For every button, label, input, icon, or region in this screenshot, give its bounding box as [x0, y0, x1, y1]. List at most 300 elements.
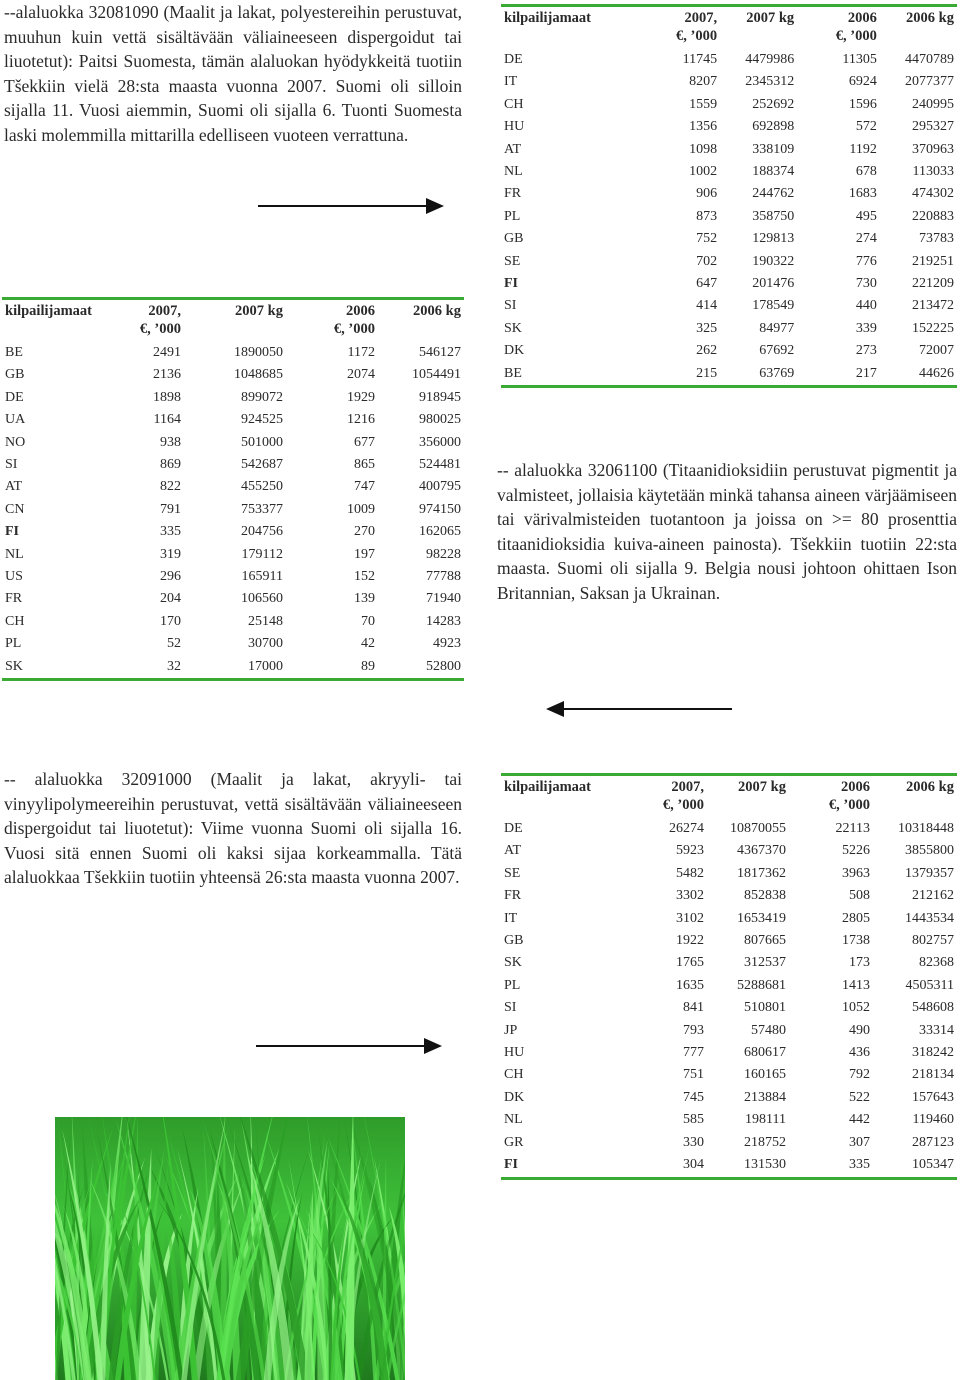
cell-2007-eur: 1559	[689, 96, 718, 112]
cell-2007-kg: 179112	[241, 546, 283, 562]
cell-country: NL	[504, 164, 523, 180]
cell-2006-eur: 865	[354, 457, 375, 473]
table-row	[2, 364, 464, 386]
cell-2006-kg: 221209	[912, 276, 954, 292]
cell-2007-kg: 244762	[752, 186, 795, 202]
table-row	[501, 318, 957, 340]
cell-2007-kg: 501000	[241, 434, 283, 450]
cell-country: SI	[5, 457, 18, 473]
cell-2006-eur: 508	[849, 888, 870, 904]
table-row	[501, 49, 957, 71]
table-row	[501, 952, 957, 974]
cell-2006-kg: 14283	[426, 613, 461, 629]
cell-2006-eur: 89	[361, 658, 375, 674]
header-competitors: kilpailijamaat	[504, 779, 592, 795]
table-row	[501, 863, 957, 885]
cell-country: CH	[504, 96, 524, 112]
cell-2006-kg: 162065	[419, 524, 461, 540]
cell-2006-eur: 2074	[347, 367, 375, 383]
table-header-row	[2, 299, 464, 343]
cell-2007-kg: 25148	[248, 613, 283, 629]
cell-2007-eur: 319	[160, 546, 181, 562]
cell-2006-eur: 273	[855, 343, 877, 359]
cell-2006-eur: 1929	[347, 389, 375, 405]
cell-2007-eur: 751	[683, 1067, 704, 1083]
table-row	[501, 1020, 957, 1042]
cell-2006-kg: 213472	[912, 298, 954, 314]
table-row	[501, 206, 957, 228]
cell-2007-kg: 63769	[759, 365, 795, 381]
header-2007-eur: 2007, €, ’000	[675, 10, 718, 44]
competitor-table-32091000	[501, 773, 957, 1180]
cell-country: SI	[504, 298, 517, 314]
cell-2006-kg: 71940	[426, 591, 461, 607]
table-row	[501, 1154, 957, 1178]
cell-country: SK	[5, 658, 23, 674]
cell-2006-eur: 1683	[848, 186, 877, 202]
cell-2006-kg: 218134	[912, 1067, 954, 1083]
cell-2006-eur: 173	[849, 955, 870, 971]
competitor-table-32081090	[501, 4, 957, 388]
cell-2007-eur: 745	[683, 1089, 704, 1105]
table-row	[501, 997, 957, 1019]
table-row	[501, 975, 957, 997]
table-header-row	[501, 775, 957, 819]
cell-2007-eur: 585	[683, 1112, 704, 1128]
cell-2007-eur: 52	[167, 636, 181, 652]
cell-2007-kg: 129813	[752, 231, 795, 247]
cell-2006-kg: 548608	[912, 1000, 954, 1016]
cell-country: GB	[5, 367, 25, 383]
cell-2007-kg: 218752	[744, 1134, 786, 1150]
cell-country: FR	[504, 186, 522, 202]
cell-country: NL	[5, 546, 24, 562]
cell-2006-eur: 572	[855, 119, 877, 135]
cell-2006-kg: 4505311	[905, 977, 954, 993]
cell-2007-eur: 1922	[676, 933, 704, 949]
cell-country: IT	[504, 74, 518, 90]
cell-2007-eur: 1098	[689, 141, 718, 157]
cell-2006-eur: 307	[849, 1134, 870, 1150]
table-row	[501, 183, 957, 205]
cell-2006-eur: 11305	[842, 52, 877, 67]
cell-country: NO	[5, 434, 26, 450]
cell-2007-eur: 204	[160, 591, 181, 607]
cell-2006-kg: 295327	[912, 119, 954, 135]
cell-2007-eur: 793	[683, 1022, 704, 1038]
cell-2007-eur: 1002	[689, 164, 718, 180]
cell-country: SE	[504, 865, 521, 881]
cell-country: DK	[504, 343, 525, 359]
cell-country: CH	[504, 1067, 524, 1083]
cell-country: AT	[504, 141, 522, 157]
cell-2006-kg: 220883	[912, 208, 954, 224]
cell-2007-kg: 1817362	[737, 865, 786, 881]
cell-2007-eur: 170	[160, 613, 181, 629]
cell-2007-eur: 938	[160, 434, 181, 450]
cell-2006-eur: 677	[354, 434, 375, 450]
cell-2007-kg: 338109	[752, 141, 795, 157]
cell-2006-eur: 730	[855, 276, 877, 292]
cell-2007-eur: 2491	[153, 345, 181, 360]
cell-2007-kg: 30700	[248, 636, 283, 652]
table-row	[501, 161, 957, 183]
cell-2007-kg: 753377	[241, 501, 283, 517]
cell-2007-eur: 869	[160, 457, 181, 473]
cell-2007-kg: 852838	[744, 888, 786, 904]
cell-2007-eur: 215	[696, 365, 718, 381]
table-row	[2, 387, 464, 409]
cell-2006-eur: 522	[849, 1089, 870, 1105]
cell-country: FI	[504, 1157, 518, 1173]
cell-2006-eur: 792	[849, 1067, 870, 1083]
cell-2007-eur: 335	[160, 524, 181, 540]
cell-2006-eur: 1192	[849, 141, 877, 157]
competitor-table-32061100	[2, 297, 464, 681]
cell-2006-kg: 400795	[419, 479, 461, 495]
cell-2006-eur: 6924	[848, 74, 877, 90]
cell-2007-eur: 822	[160, 479, 181, 495]
cell-2006-kg: 918945	[419, 389, 461, 405]
cell-2006-kg: 524481	[419, 457, 461, 473]
cell-2006-eur: 274	[855, 231, 877, 247]
cell-2007-kg: 924525	[241, 412, 283, 428]
cell-2006-eur: 747	[354, 479, 375, 495]
cell-2007-eur: 8207	[689, 74, 718, 90]
table-row	[2, 432, 464, 454]
table-row	[501, 930, 957, 952]
cell-2006-eur: 42	[361, 636, 375, 652]
cell-2006-eur: 1009	[347, 501, 375, 517]
cell-2007-kg: 252692	[752, 96, 795, 112]
cell-2006-eur: 3963	[842, 865, 870, 881]
table-row	[501, 1064, 957, 1086]
cell-country: DK	[504, 1089, 525, 1105]
cell-2007-kg: 358750	[752, 208, 795, 224]
cell-2006-kg: 980025	[419, 412, 461, 428]
cell-2006-kg: 82368	[919, 955, 954, 971]
header-2006-kg: 2006 kg	[906, 779, 954, 795]
cell-2006-eur: 1738	[842, 933, 870, 949]
cell-country: FR	[504, 888, 522, 904]
cell-2006-kg: 113033	[912, 164, 954, 180]
header-2007-kg: 2007 kg	[235, 303, 283, 319]
cell-2007-kg: 5288681	[737, 977, 786, 993]
cell-2007-eur: 1356	[689, 119, 718, 135]
table-row	[501, 228, 957, 250]
cell-country: FR	[5, 591, 23, 607]
cell-2007-eur: 5923	[676, 843, 704, 859]
cell-country: AT	[5, 479, 23, 495]
cell-2007-kg: 84977	[759, 320, 795, 336]
cell-2007-eur: 3102	[676, 910, 704, 926]
cell-country: SK	[504, 320, 522, 336]
table-row	[2, 499, 464, 521]
table-row	[501, 363, 957, 387]
cell-2007-kg: 1653419	[737, 910, 786, 926]
cell-2007-kg: 2345312	[745, 74, 795, 90]
cell-2006-kg: 52800	[426, 658, 461, 674]
cell-2007-kg: 201476	[752, 276, 795, 292]
header-competitors: kilpailijamaat	[5, 303, 93, 319]
table-row	[501, 94, 957, 116]
arrow-left-icon	[542, 699, 732, 719]
cell-2006-kg: 370963	[912, 141, 954, 157]
cell-2007-eur: 296	[160, 569, 181, 585]
cell-2006-kg: 3855800	[905, 843, 954, 859]
cell-2006-kg: 4470789	[905, 52, 954, 67]
cell-2007-kg: 188374	[752, 164, 795, 180]
cell-2006-kg: 1054491	[412, 367, 461, 383]
cell-country: PL	[5, 636, 22, 652]
cell-2006-eur: 1172	[347, 345, 375, 360]
cell-2006-kg: 802757	[912, 933, 954, 949]
cell-2007-eur: 2136	[153, 367, 181, 383]
table-row	[2, 544, 464, 566]
cell-2006-eur: 678	[855, 164, 877, 180]
header-2006-kg: 2006 kg	[413, 303, 461, 319]
cell-2006-eur: 152	[354, 569, 375, 585]
cell-country: SI	[504, 1000, 517, 1016]
cell-2006-eur: 1052	[842, 1000, 870, 1016]
cell-2007-eur: 841	[683, 1000, 704, 1016]
cell-2006-kg: 219251	[912, 253, 954, 269]
cell-2006-eur: 1413	[842, 977, 870, 993]
cell-2006-eur: 270	[354, 524, 375, 540]
cell-2007-kg: 160165	[744, 1067, 786, 1083]
cell-2006-kg: 33314	[919, 1022, 954, 1038]
cell-country: UA	[5, 412, 26, 428]
cell-country: IT	[504, 910, 518, 926]
arrow-right-icon	[258, 196, 448, 216]
table-row	[2, 454, 464, 476]
cell-country: AT	[504, 843, 522, 859]
cell-2007-eur: 702	[696, 253, 718, 269]
table-row	[501, 71, 957, 93]
table-row	[2, 611, 464, 633]
cell-2007-eur: 906	[696, 186, 718, 202]
cell-2007-eur: 777	[683, 1045, 704, 1061]
cell-2007-kg: 17000	[248, 658, 283, 674]
cell-country: BE	[504, 365, 522, 381]
grass-photo	[55, 1117, 405, 1380]
cell-2006-eur: 22113	[835, 821, 870, 836]
cell-2006-eur: 1596	[848, 96, 877, 112]
cell-2007-eur: 262	[696, 343, 718, 359]
cell-2007-kg: 190322	[752, 253, 795, 269]
cell-2007-eur: 752	[696, 231, 718, 247]
cell-2007-eur: 325	[696, 320, 718, 336]
header-2006-eur: 2006 €, ’000	[828, 779, 870, 813]
table-row	[501, 295, 957, 317]
cell-2006-eur: 776	[855, 253, 877, 269]
cell-country: GR	[504, 1134, 524, 1150]
cell-2006-kg: 356000	[419, 434, 461, 450]
cell-2007-kg: 455250	[241, 479, 283, 495]
cell-2007-kg: 542687	[241, 457, 283, 473]
table-row	[2, 588, 464, 610]
cell-2007-kg: 67692	[759, 343, 795, 359]
cell-2006-kg: 105347	[912, 1157, 954, 1173]
cell-country: JP	[504, 1022, 518, 1038]
cell-2006-kg: 212162	[912, 888, 954, 904]
cell-country: DE	[5, 389, 24, 405]
cell-country: FI	[504, 276, 518, 292]
cell-2007-kg: 10870055	[730, 821, 786, 836]
cell-2006-kg: 474302	[912, 186, 954, 202]
cell-2006-eur: 436	[849, 1045, 870, 1061]
cell-2007-kg: 4479986	[745, 52, 795, 67]
table-row	[2, 342, 464, 364]
table-row	[2, 633, 464, 655]
cell-2006-kg: 318242	[912, 1045, 954, 1061]
cell-2006-kg: 1443534	[905, 910, 954, 926]
cell-country: US	[5, 569, 23, 585]
cell-2006-eur: 2805	[842, 910, 870, 926]
table-row	[501, 840, 957, 862]
cell-2007-eur: 1898	[153, 389, 181, 405]
table-row	[2, 476, 464, 498]
cell-2006-kg: 546127	[419, 345, 461, 360]
header-2006-kg: 2006 kg	[906, 10, 954, 26]
cell-2007-eur: 873	[696, 208, 718, 224]
cell-2006-eur: 495	[855, 208, 877, 224]
cell-country: DE	[504, 52, 523, 67]
table-row	[2, 656, 464, 680]
cell-2007-kg: 692898	[752, 119, 795, 135]
cell-2006-kg: 1379357	[905, 865, 954, 881]
table-row	[2, 521, 464, 543]
cell-2006-kg: 152225	[912, 320, 954, 336]
cell-2007-kg: 204756	[241, 524, 283, 540]
header-2007-kg: 2007 kg	[746, 10, 795, 26]
cell-2006-eur: 197	[354, 546, 375, 562]
cell-2006-kg: 2077377	[905, 74, 954, 90]
cell-2006-eur: 442	[849, 1112, 870, 1128]
cell-2007-kg: 1890050	[234, 345, 283, 360]
cell-2007-eur: 304	[683, 1157, 704, 1173]
cell-2007-eur: 32	[167, 658, 181, 674]
cell-2007-eur: 647	[696, 276, 718, 292]
header-2007-eur: 2007, €, ’000	[662, 779, 704, 813]
cell-2006-kg: 287123	[912, 1134, 954, 1150]
table-row	[501, 1109, 957, 1131]
header-competitors: kilpailijamaat	[504, 10, 592, 26]
arrow-right-icon	[256, 1036, 446, 1056]
cell-2007-eur: 791	[160, 501, 181, 517]
table-row	[501, 818, 957, 840]
cell-country: HU	[504, 119, 525, 135]
table-row	[2, 409, 464, 431]
cell-2007-kg: 4367370	[737, 843, 786, 859]
table-row	[501, 273, 957, 295]
cell-2007-kg: 680617	[744, 1045, 786, 1061]
cell-country: PL	[504, 977, 521, 993]
cell-2006-kg: 98228	[426, 546, 461, 562]
cell-2007-kg: 1048685	[234, 367, 283, 383]
cell-2006-eur: 217	[855, 365, 877, 381]
cell-country: CH	[5, 613, 25, 629]
cell-2006-eur: 339	[855, 320, 877, 336]
table-row	[501, 116, 957, 138]
cell-2006-eur: 490	[849, 1022, 870, 1038]
cell-2006-kg: 44626	[919, 365, 954, 381]
cell-2006-kg: 72007	[919, 343, 954, 359]
cell-2007-kg: 165911	[241, 569, 283, 585]
cell-country: HU	[504, 1045, 525, 1061]
cell-2007-kg: 106560	[241, 591, 283, 607]
cell-2007-eur: 3302	[676, 888, 704, 904]
paragraph-32061100: -- alaluokka 32061100 (Titaanidioksidiin perustuvat pigmentit ja valmisteet, jollaisia käytetään minkä tahansa aineen värjäämiseen tai värivalmisteiden tuotantoon ja joissa on >= 80 prosenttia titaanidioksidia kuiva-aineen painosta). Tšekkiin tuotiin 22:sta maasta. Suomi oli sijalla 9. Belgia nousi johtoon ohittaen Ison Britannian, Saksan ja Ukrainan.	[497, 460, 957, 603]
table-header-row	[501, 6, 957, 50]
table-row	[501, 251, 957, 273]
table-row	[501, 885, 957, 907]
table-row	[501, 139, 957, 161]
cell-2007-kg: 899072	[241, 389, 283, 405]
cell-2007-eur: 1164	[153, 412, 181, 428]
cell-country: SK	[504, 955, 522, 971]
header-2007-kg: 2007 kg	[738, 779, 786, 795]
cell-2007-kg: 131530	[744, 1157, 786, 1173]
cell-2006-eur: 5226	[842, 843, 870, 859]
cell-country: SE	[504, 253, 521, 269]
cell-country: GB	[504, 933, 524, 949]
cell-country: PL	[504, 208, 521, 224]
cell-2006-kg: 10318448	[898, 821, 954, 836]
cell-2006-kg: 974150	[419, 501, 461, 517]
cell-2007-kg: 178549	[752, 298, 795, 314]
header-2007-eur: 2007, €, ’000	[139, 303, 181, 337]
cell-2006-eur: 440	[855, 298, 877, 314]
table-row	[501, 340, 957, 362]
cell-2007-kg: 510801	[744, 1000, 786, 1016]
table-row	[501, 1042, 957, 1064]
cell-country: FI	[5, 524, 19, 540]
cell-2006-eur: 70	[361, 613, 375, 629]
header-2006-eur: 2006 €, ’000	[835, 10, 877, 44]
cell-2006-kg: 157643	[912, 1089, 954, 1105]
table-row	[501, 1132, 957, 1154]
paragraph-32091000: -- alaluokka 32091000 (Maalit ja lakat, akryyli- tai vinyylipolymeereihin perustuvat, vettä sisältävään väliaineeseen dispergoidut tai liuotetut): Viime vuonna Suomi oli sijalla 16. Vuosi sitä ennen Suomi oli kaksi sijaa korkeammalla. Tätä alaluokkaa Tšekkiin tuotiin yhteensä 26:sta maasta vuonna 2007.	[4, 769, 462, 887]
cell-2007-eur: 1765	[676, 955, 704, 971]
paragraph-32081090: --alaluokka 32081090 (Maalit ja lakat, polyestereihin perustuvat, muuhun kuin vettä sisältävään väliaineeseen dispergoidut tai liuotetut): Paitsi Suomesta, tämän alaluokan hyödykkeitä tuotiin Tšekkiin vielä 28:sta maasta vuonna 2007. Suomi oli silloin sijalla 11. Vuosi aiemmin, Suomi oli sijalla 6. Tuonti Suomesta laski molemmilla mittarilla edelliseen vuoteen verrattuna.	[4, 2, 462, 145]
cell-2006-kg: 4923	[433, 636, 461, 652]
cell-2006-eur: 1216	[347, 412, 375, 428]
cell-2006-kg: 77788	[426, 569, 461, 585]
cell-2007-kg: 198111	[745, 1112, 786, 1128]
table-row	[501, 908, 957, 930]
table-row	[2, 566, 464, 588]
cell-country: DE	[504, 821, 523, 836]
cell-2006-eur: 139	[354, 591, 375, 607]
cell-country: CN	[5, 501, 25, 517]
cell-2006-eur: 335	[849, 1157, 870, 1173]
cell-country: NL	[504, 1112, 523, 1128]
cell-2006-kg: 73783	[919, 231, 954, 247]
header-2006-eur: 2006 €, ’000	[333, 303, 375, 337]
cell-2006-kg: 240995	[912, 96, 954, 112]
cell-2007-eur: 414	[696, 298, 718, 314]
cell-2006-kg: 119460	[912, 1112, 954, 1128]
cell-2007-eur: 11745	[682, 52, 718, 67]
cell-2007-kg: 312537	[744, 955, 786, 971]
cell-2007-kg: 807665	[744, 933, 786, 949]
table-row	[501, 1087, 957, 1109]
cell-2007-eur: 26274	[669, 821, 704, 836]
cell-2007-eur: 1635	[676, 977, 704, 993]
cell-2007-kg: 213884	[744, 1089, 786, 1105]
cell-2007-kg: 57480	[751, 1022, 786, 1038]
